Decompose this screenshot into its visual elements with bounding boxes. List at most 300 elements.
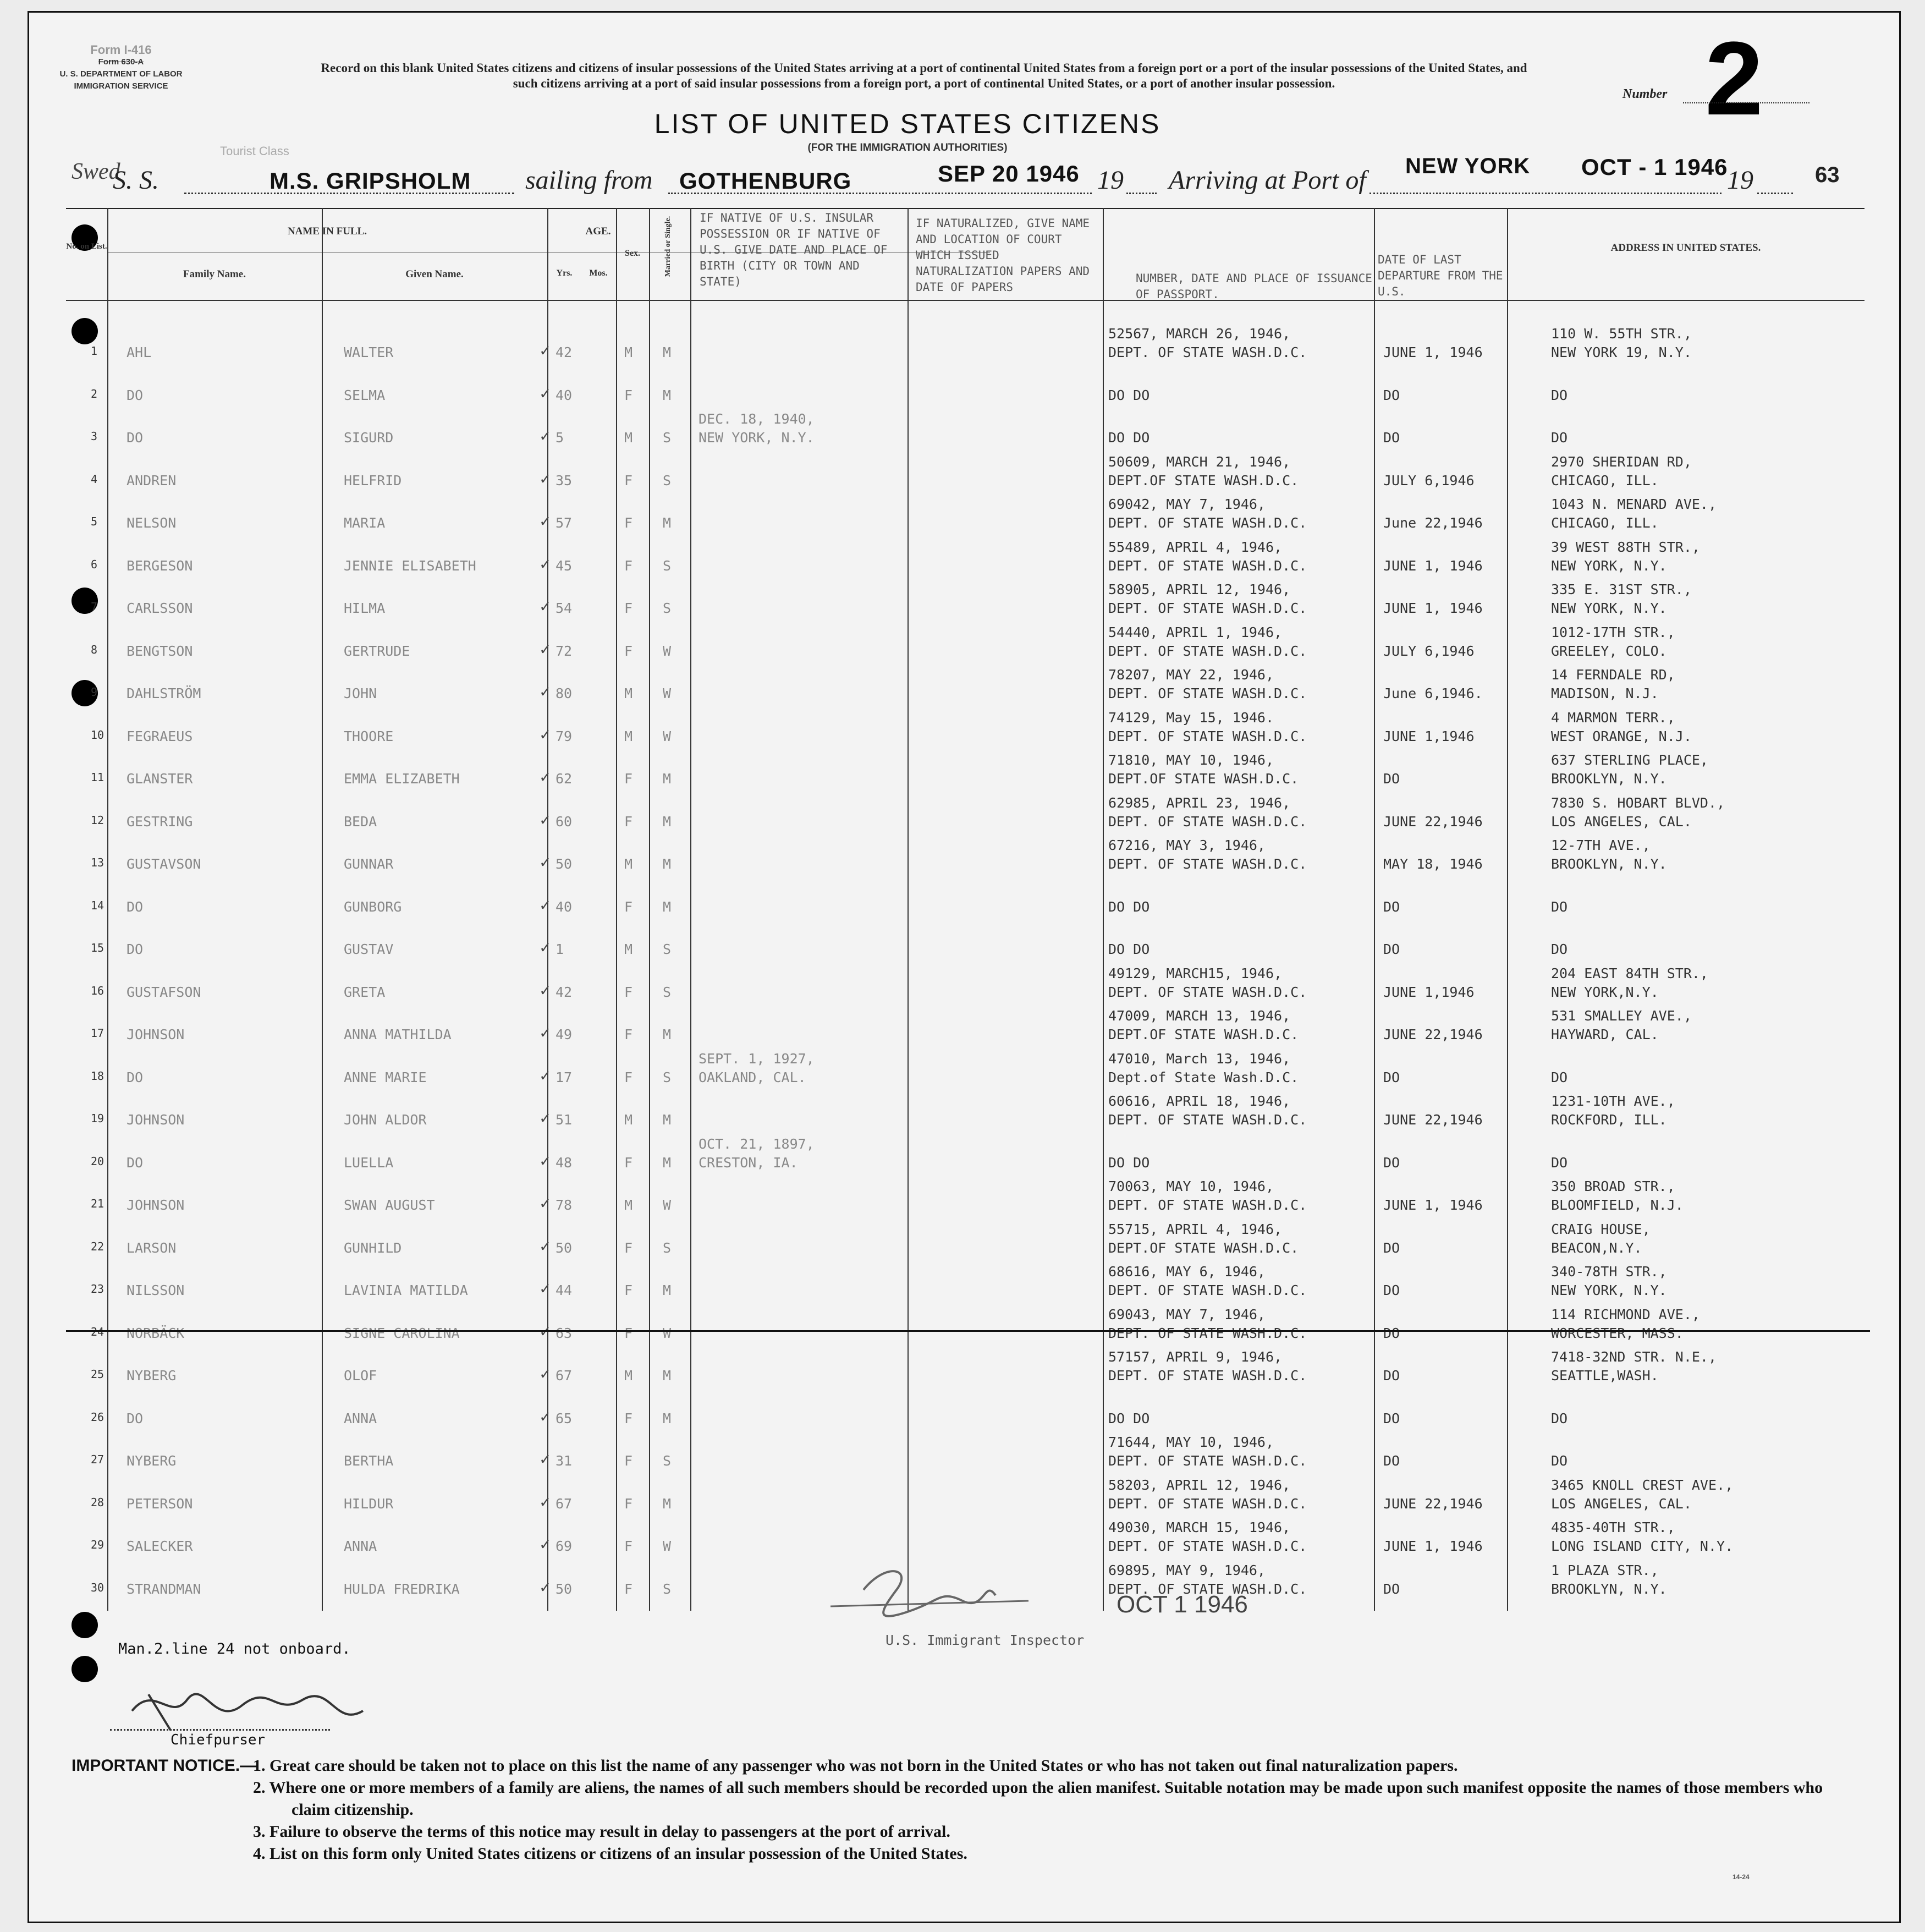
passport-number-date: 69043, MAY 7, 1946, xyxy=(1108,1306,1266,1322)
col-name-in-full: NAME IN FULL. xyxy=(287,226,367,237)
table-row xyxy=(66,1263,1865,1305)
col-address: ADDRESS IN UNITED STATES. xyxy=(1610,242,1761,254)
passport-issuer: DEPT. OF STATE WASH.D.C. xyxy=(1108,728,1307,744)
passport-number-date: 50609, MARCH 21, 1946, xyxy=(1108,453,1291,470)
table-row xyxy=(66,1348,1865,1390)
col-age: AGE. xyxy=(585,226,611,237)
address-city: HAYWARD, CAL. xyxy=(1551,1027,1659,1042)
row-number: 14 xyxy=(91,898,105,912)
given-name: GUNNAR xyxy=(344,856,394,872)
row-number: 6 xyxy=(91,557,98,571)
sex: F xyxy=(624,1239,633,1256)
address-street: 14 FERNDALE RD, xyxy=(1551,667,1675,683)
address-city: GREELEY, COLO. xyxy=(1551,643,1667,659)
family-name: AHL xyxy=(127,344,152,360)
passport-issuer: DO DO xyxy=(1108,898,1150,915)
marital-status: M xyxy=(663,898,672,915)
family-name: DO xyxy=(127,1410,144,1426)
sailing-label: sailing from xyxy=(525,166,653,195)
last-departure-date: JUNE 1, 1946 xyxy=(1383,557,1483,574)
check-mark-icon: ✓ xyxy=(540,383,551,403)
sex: F xyxy=(624,813,633,830)
row-number: 16 xyxy=(91,984,105,997)
birth-place: NEW YORK, N.Y. xyxy=(698,430,815,446)
given-name: LUELLA xyxy=(344,1154,394,1171)
family-name: CARLSSON xyxy=(127,600,193,616)
passport-issuer: DEPT. OF STATE WASH.D.C. xyxy=(1108,813,1307,830)
family-name: FEGRAEUS xyxy=(127,728,193,744)
age: 45 xyxy=(556,557,573,574)
passport-issuer: DEPT. OF STATE WASH.D.C. xyxy=(1108,600,1307,616)
family-name: SALECKER xyxy=(127,1538,193,1554)
address-street: 335 E. 31ST STR., xyxy=(1551,581,1692,597)
table-row xyxy=(66,1220,1865,1263)
marital-status: M xyxy=(663,771,672,787)
record-instructions: Record on this blank United States citizens and citizens of insular possessions of the United States arriving at a port of continental United States from a foreign port or a port of the insular possessions of the United States, and such citizens arriving at a port of said insular possessions from a foreign port, a port of continental United States, or a port of another insular possession. xyxy=(321,61,1527,90)
family-name: JOHNSON xyxy=(127,1112,185,1128)
given-name: BERTHA xyxy=(344,1453,394,1469)
department-name: U. S. DEPARTMENT OF LABOR xyxy=(59,69,183,79)
table-row xyxy=(66,495,1865,537)
address-street: 3465 KNOLL CREST AVE., xyxy=(1551,1477,1734,1493)
family-name: NYBERG xyxy=(127,1368,177,1384)
family-name: GLANSTER xyxy=(127,771,193,787)
sex: F xyxy=(624,600,633,616)
table-row xyxy=(66,538,1865,580)
sex: F xyxy=(624,1282,633,1298)
passport-number-date: 71810, MAY 10, 1946, xyxy=(1108,752,1274,768)
age: 60 xyxy=(556,813,573,830)
passport-number-date: 62985, APRIL 23, 1946, xyxy=(1108,794,1291,811)
check-mark-icon: ✓ xyxy=(540,938,551,957)
table-top-border xyxy=(66,208,1865,209)
last-departure-date: DO xyxy=(1383,1368,1400,1384)
last-departure-date: JUNE 1,1946 xyxy=(1383,728,1475,744)
age: 50 xyxy=(556,856,573,872)
row-number: 4 xyxy=(91,472,98,486)
sex: F xyxy=(624,643,633,659)
marital-status: W xyxy=(663,643,672,659)
table-row xyxy=(66,1135,1865,1177)
check-mark-icon: ✓ xyxy=(540,810,551,830)
passport-number-date: 52567, MARCH 26, 1946, xyxy=(1108,326,1291,342)
age: 49 xyxy=(556,1027,573,1042)
last-departure-date: JUNE 1, 1946 xyxy=(1383,600,1483,616)
address-city: DO xyxy=(1551,430,1568,446)
passport-issuer: DEPT. OF STATE WASH.D.C. xyxy=(1108,685,1307,701)
last-departure-date: JUNE 1, 1946 xyxy=(1383,344,1483,360)
birth-date: OCT. 21, 1897, xyxy=(698,1135,815,1152)
table-row xyxy=(66,964,1865,1007)
notice-item-2: 2. Where one or more members of a family are aliens, the names of all such members should be recorded upon the alien manifest. Suitable notation may be made upon such manifest opposite the names of those members who claim citizenship. xyxy=(253,1779,1823,1819)
address-city: SEATTLE,WASH. xyxy=(1551,1368,1659,1384)
passport-number-date: 49129, MARCH15, 1946, xyxy=(1108,965,1283,981)
form-code-small: 14-24 xyxy=(1733,1873,1750,1881)
address-street: 39 WEST 88TH STR., xyxy=(1551,539,1700,555)
family-name: DO xyxy=(127,1154,144,1171)
address-city: NEW YORK, N.Y. xyxy=(1551,600,1667,616)
table-row xyxy=(66,453,1865,495)
passport-issuer: DO DO xyxy=(1108,1154,1150,1171)
family-name: NELSON xyxy=(127,515,177,531)
marital-status: S xyxy=(663,1580,672,1597)
passport-issuer: DO DO xyxy=(1108,430,1150,446)
table-row xyxy=(66,1050,1865,1092)
onboard-note: Man.2.line 24 not onboard. xyxy=(118,1640,351,1657)
table-row xyxy=(66,1433,1865,1475)
check-mark-icon: ✓ xyxy=(540,1364,551,1384)
row-number: 23 xyxy=(91,1282,105,1296)
passport-number-date: 60616, APRIL 18, 1946, xyxy=(1108,1093,1291,1109)
passport-number-date: 68616, MAY 6, 1946, xyxy=(1108,1264,1266,1280)
marital-status: M xyxy=(663,515,672,531)
given-name: HILDUR xyxy=(344,1495,394,1512)
marital-status: M xyxy=(663,1027,672,1042)
punch-hole xyxy=(72,1656,98,1682)
check-mark-icon: ✓ xyxy=(540,1535,551,1554)
address-city: DO xyxy=(1551,387,1568,403)
family-name: DO xyxy=(127,430,144,446)
given-name: HULDA FREDRIKA xyxy=(344,1580,460,1597)
family-name: STRANDMAN xyxy=(127,1580,201,1597)
strikethrough-line-24 xyxy=(66,1330,1870,1332)
check-mark-icon: ✓ xyxy=(540,767,551,787)
passport-issuer: DEPT. OF STATE WASH.D.C. xyxy=(1108,984,1307,1000)
check-mark-icon: ✓ xyxy=(540,597,551,616)
marital-status: M xyxy=(663,387,672,403)
table-row xyxy=(66,879,1865,921)
age: 40 xyxy=(556,387,573,403)
last-departure-date: JUNE 1,1946 xyxy=(1383,984,1475,1000)
address-city: NEW YORK 19, N.Y. xyxy=(1551,344,1692,360)
table-row xyxy=(66,580,1865,623)
number-label: Number xyxy=(1623,87,1668,101)
passport-issuer: DEPT.OF STATE WASH.D.C. xyxy=(1108,1239,1299,1256)
given-name: SELMA xyxy=(344,387,386,403)
page-title: LIST OF UNITED STATES CITIZENS xyxy=(654,108,1161,139)
row-number: 24 xyxy=(91,1325,105,1338)
last-departure-date: DO xyxy=(1383,771,1400,787)
sex: F xyxy=(624,1453,633,1469)
given-name: EMMA ELIZABETH xyxy=(344,771,460,787)
inspection-date-stamp: OCT 1 1946 xyxy=(1116,1591,1248,1618)
address-city: BEACON,N.Y. xyxy=(1551,1239,1642,1256)
year-line xyxy=(1126,193,1157,194)
marital-status: S xyxy=(663,984,672,1000)
address-city: DO xyxy=(1551,1453,1568,1469)
marital-status: M xyxy=(663,813,672,830)
age: 63 xyxy=(556,1325,573,1341)
family-name: GUSTAFSON xyxy=(127,984,201,1000)
passport-issuer: DEPT. OF STATE WASH.D.C. xyxy=(1108,856,1307,872)
family-name: NILSSON xyxy=(127,1282,185,1298)
chiefpurser-line xyxy=(110,1729,330,1731)
table-row xyxy=(66,794,1865,836)
given-name: WALTER xyxy=(344,344,394,360)
row-number: 10 xyxy=(91,728,105,742)
address-city: DO xyxy=(1551,941,1568,957)
given-name: ANNA MATHILDA xyxy=(344,1027,452,1042)
address-city: LOS ANGELES, CAL. xyxy=(1551,813,1692,830)
last-departure-date: DO xyxy=(1383,387,1400,403)
given-name: GUSTAV xyxy=(344,941,394,957)
inspector-label: U.S. Immigrant Inspector xyxy=(886,1632,1085,1648)
passport-number-date: 58203, APRIL 12, 1946, xyxy=(1108,1477,1291,1493)
sex: F xyxy=(624,387,633,403)
address-street: 340-78TH STR., xyxy=(1551,1264,1667,1280)
address-city: DO xyxy=(1551,898,1568,915)
marital-status: W xyxy=(663,1538,672,1554)
marital-status: M xyxy=(663,856,672,872)
passport-number-date: 55489, APRIL 4, 1946, xyxy=(1108,539,1283,555)
passport-number-date: 49030, MARCH 15, 1946, xyxy=(1108,1519,1291,1535)
address-street: 2970 SHERIDAN RD, xyxy=(1551,453,1692,470)
address-city: WORCESTER, MASS. xyxy=(1551,1325,1684,1341)
row-number: 15 xyxy=(91,941,105,954)
last-departure-date: DO xyxy=(1383,941,1400,957)
address-street: 350 BROAD STR., xyxy=(1551,1178,1675,1194)
row-number: 5 xyxy=(91,515,98,528)
given-name: SIGNE CAROLINA xyxy=(344,1325,460,1341)
given-name: OLOF xyxy=(344,1368,377,1384)
department-block xyxy=(38,44,204,92)
family-name: BERGESON xyxy=(127,557,193,574)
marital-status: S xyxy=(663,430,672,446)
age: 72 xyxy=(556,643,573,659)
address-street: 4835-40TH STR., xyxy=(1551,1519,1675,1535)
passport-issuer: DEPT.OF STATE WASH.D.C. xyxy=(1108,771,1299,787)
table-row xyxy=(66,709,1865,751)
last-departure-date: DO xyxy=(1383,1154,1400,1171)
family-name: GUSTAVSON xyxy=(127,856,201,872)
sex: M xyxy=(624,685,633,701)
address-street: 204 EAST 84TH STR., xyxy=(1551,965,1708,981)
passport-issuer: DEPT. OF STATE WASH.D.C. xyxy=(1108,643,1307,659)
given-name: SWAN AUGUST xyxy=(344,1197,435,1213)
inspector-signature xyxy=(798,1557,1084,1634)
year-line-2 xyxy=(1757,193,1793,194)
row-number: 2 xyxy=(91,387,98,400)
last-departure-date: DO xyxy=(1383,430,1400,446)
address-city: ROCKFORD, ILL. xyxy=(1551,1112,1667,1128)
age: 65 xyxy=(556,1410,573,1426)
sex: F xyxy=(624,898,633,915)
family-name: DO xyxy=(127,387,144,403)
family-name: PETERSON xyxy=(127,1495,193,1512)
family-name: LARSON xyxy=(127,1239,177,1256)
address-city: CHICAGO, ILL. xyxy=(1551,472,1659,489)
notice-item-1: 1. Great care should be taken not to place on this list the name of any passenger who was not born in the United States or who has not taken out final naturalization papers. xyxy=(253,1757,1458,1775)
address-city: LOS ANGELES, CAL. xyxy=(1551,1495,1692,1512)
last-departure-date: MAY 18, 1946 xyxy=(1383,856,1483,872)
sex: F xyxy=(624,1538,633,1554)
marital-status: W xyxy=(663,685,672,701)
last-departure-date: JUNE 1, 1946 xyxy=(1383,1538,1483,1554)
check-mark-icon: ✓ xyxy=(540,853,551,872)
passport-issuer: DO DO xyxy=(1108,1410,1150,1426)
marital-status: M xyxy=(663,344,672,360)
passport-issuer: DO DO xyxy=(1108,941,1150,957)
age: 67 xyxy=(556,1368,573,1384)
row-number: 11 xyxy=(91,771,105,784)
passport-number-date: 47009, MARCH 13, 1946, xyxy=(1108,1008,1291,1024)
passport-issuer: DEPT.OF STATE WASH.D.C. xyxy=(1108,472,1299,489)
col-given-name: Given Name. xyxy=(405,268,464,280)
address-street: 1012-17TH STR., xyxy=(1551,624,1675,640)
header-bottom-border xyxy=(66,300,1865,301)
table-row xyxy=(66,836,1865,879)
address-street: 4 MARMON TERR., xyxy=(1551,709,1675,726)
check-mark-icon: ✓ xyxy=(540,1236,551,1256)
passport-number-date: 71644, MAY 10, 1946, xyxy=(1108,1434,1274,1450)
check-mark-icon: ✓ xyxy=(540,1279,551,1298)
address-street: 637 STERLING PLACE, xyxy=(1551,752,1708,768)
last-departure-date: DO xyxy=(1383,1580,1400,1597)
given-name: BEDA xyxy=(344,813,377,830)
age: 69 xyxy=(556,1538,573,1554)
age: 31 xyxy=(556,1453,573,1469)
page-subtitle: (FOR THE IMMIGRATION AUTHORITIES) xyxy=(807,142,1008,153)
check-mark-icon: ✓ xyxy=(540,895,551,915)
table-row xyxy=(66,623,1865,666)
given-name: THOORE xyxy=(344,728,394,744)
sex: F xyxy=(624,472,633,489)
passport-number-date: 58905, APRIL 12, 1946, xyxy=(1108,581,1291,597)
table-row xyxy=(66,1092,1865,1134)
last-departure-date: JUNE 22,1946 xyxy=(1383,1112,1483,1128)
check-mark-icon: ✓ xyxy=(540,1492,551,1512)
table-row xyxy=(66,751,1865,793)
check-mark-icon: ✓ xyxy=(540,341,551,360)
arrival-port: NEW YORK xyxy=(1405,154,1531,178)
family-name: DO xyxy=(127,1069,144,1085)
table-row xyxy=(66,1305,1865,1348)
passport-issuer: DEPT. OF STATE WASH.D.C. xyxy=(1108,1197,1307,1213)
address-street: 110 W. 55TH STR., xyxy=(1551,326,1692,342)
table-row xyxy=(66,666,1865,708)
punch-hole xyxy=(72,1612,98,1638)
col-family-name: Family Name. xyxy=(183,268,246,280)
row-number: 3 xyxy=(91,430,98,443)
sailing-date-stamp: SEP 20 1946 xyxy=(938,161,1080,186)
table-row xyxy=(66,921,1865,964)
passport-number-date: 74129, May 15, 1946. xyxy=(1108,709,1274,726)
marital-status: M xyxy=(663,1154,672,1171)
row-number: 26 xyxy=(91,1410,105,1424)
col-married-single: Married or Single. xyxy=(664,216,672,277)
birth-place: CRESTON, IA. xyxy=(698,1154,798,1171)
last-departure-date: DO xyxy=(1383,1410,1400,1426)
table-row xyxy=(66,1476,1865,1518)
passport-issuer: Dept.of State Wash.D.C. xyxy=(1108,1069,1299,1085)
notice-lead: IMPORTANT NOTICE.— xyxy=(72,1757,257,1775)
table-row xyxy=(66,367,1865,410)
family-name: ANDREN xyxy=(127,472,177,489)
row-number: 7 xyxy=(91,600,98,613)
given-name: ANNA xyxy=(344,1538,377,1554)
address-city: WEST ORANGE, N.J. xyxy=(1551,728,1692,744)
sex: M xyxy=(624,1112,633,1128)
row-number: 25 xyxy=(91,1368,105,1381)
passport-number-date: 69042, MAY 7, 1946, xyxy=(1108,496,1266,512)
table-row xyxy=(66,325,1865,367)
family-name: JOHNSON xyxy=(127,1197,185,1213)
passport-number-date: 54440, APRIL 1, 1946, xyxy=(1108,624,1283,640)
col-naturalized: IF NATURALIZED, GIVE NAME AND LOCATION OF COURT WHICH ISSUED NATURALIZATION PAPERS AND DATE OF PAPERS xyxy=(916,217,1090,294)
sex: F xyxy=(624,515,633,531)
check-mark-icon: ✓ xyxy=(540,1450,551,1469)
arrival-date-stamp: OCT - 1 1946 xyxy=(1581,154,1728,180)
departure-port: GOTHENBURG xyxy=(679,168,852,194)
marital-status: M xyxy=(663,1282,672,1298)
row-number: 19 xyxy=(91,1112,105,1125)
address-street: 531 SMALLEY AVE., xyxy=(1551,1008,1692,1024)
check-mark-icon: ✓ xyxy=(540,682,551,701)
given-name: GUNBORG xyxy=(344,898,402,915)
family-name: NORBÄCK xyxy=(127,1325,185,1341)
sex: M xyxy=(624,1368,633,1384)
address-city: DO xyxy=(1551,1410,1568,1426)
sex: F xyxy=(624,1154,633,1171)
family-name: GESTRING xyxy=(127,813,193,830)
given-name: LAVINIA MATILDA xyxy=(344,1282,468,1298)
chiefpurser-label: Chiefpurser xyxy=(170,1732,266,1748)
marital-status: S xyxy=(663,1239,672,1256)
given-name: MARIA xyxy=(344,515,386,531)
passport-number-date: 55715, APRIL 4, 1946, xyxy=(1108,1221,1283,1237)
col-years: Yrs. xyxy=(556,268,573,278)
last-departure-date: DO xyxy=(1383,1453,1400,1469)
age: 78 xyxy=(556,1197,573,1213)
age: 48 xyxy=(556,1154,573,1171)
address-city: MADISON, N.J. xyxy=(1551,685,1659,701)
marital-status: S xyxy=(663,472,672,489)
service-name: IMMIGRATION SERVICE xyxy=(74,81,168,91)
address-city: DO xyxy=(1551,1069,1568,1085)
last-departure-date: JULY 6,1946 xyxy=(1383,472,1475,489)
col-months: Mos. xyxy=(589,268,608,278)
marital-status: M xyxy=(663,1368,672,1384)
age: 50 xyxy=(556,1239,573,1256)
sex: M xyxy=(624,856,633,872)
marital-status: S xyxy=(663,1069,672,1085)
birth-date: DEC. 18, 1940, xyxy=(698,411,815,427)
last-departure-date: JULY 6,1946 xyxy=(1383,643,1475,659)
important-notice xyxy=(72,1755,1859,1865)
check-mark-icon: ✓ xyxy=(540,554,551,574)
ship-name: M.S. GRIPSHOLM xyxy=(270,168,471,194)
given-name: ANNE MARIE xyxy=(344,1069,427,1085)
check-mark-icon: ✓ xyxy=(540,426,551,446)
address-city: NEW YORK,N.Y. xyxy=(1551,984,1659,1000)
passport-number-date: 78207, MAY 22, 1946, xyxy=(1108,667,1274,683)
table-row xyxy=(66,1177,1865,1220)
old-form-code: Form 630-A xyxy=(98,57,144,67)
address-street: 12-7TH AVE., xyxy=(1551,837,1651,853)
given-name: ANNA xyxy=(344,1410,377,1426)
passport-issuer: DEPT. OF STATE WASH.D.C. xyxy=(1108,1282,1307,1298)
col-passport: NUMBER, DATE AND PLACE OF ISSUANCE OF PASSPORT. xyxy=(1136,272,1372,301)
passport-issuer: DEPT. OF STATE WASH.D.C. xyxy=(1108,1325,1307,1341)
sex: F xyxy=(624,1580,633,1597)
row-number: 1 xyxy=(91,344,98,358)
address-street: 1231-10TH AVE., xyxy=(1551,1093,1675,1109)
family-name: NYBERG xyxy=(127,1453,177,1469)
last-departure-date: JUNE 22,1946 xyxy=(1383,1027,1483,1042)
age: 57 xyxy=(556,515,573,531)
arriving-label: Arriving at Port of xyxy=(1169,166,1366,195)
address-street: 7418-32ND STR. N.E., xyxy=(1551,1349,1717,1365)
